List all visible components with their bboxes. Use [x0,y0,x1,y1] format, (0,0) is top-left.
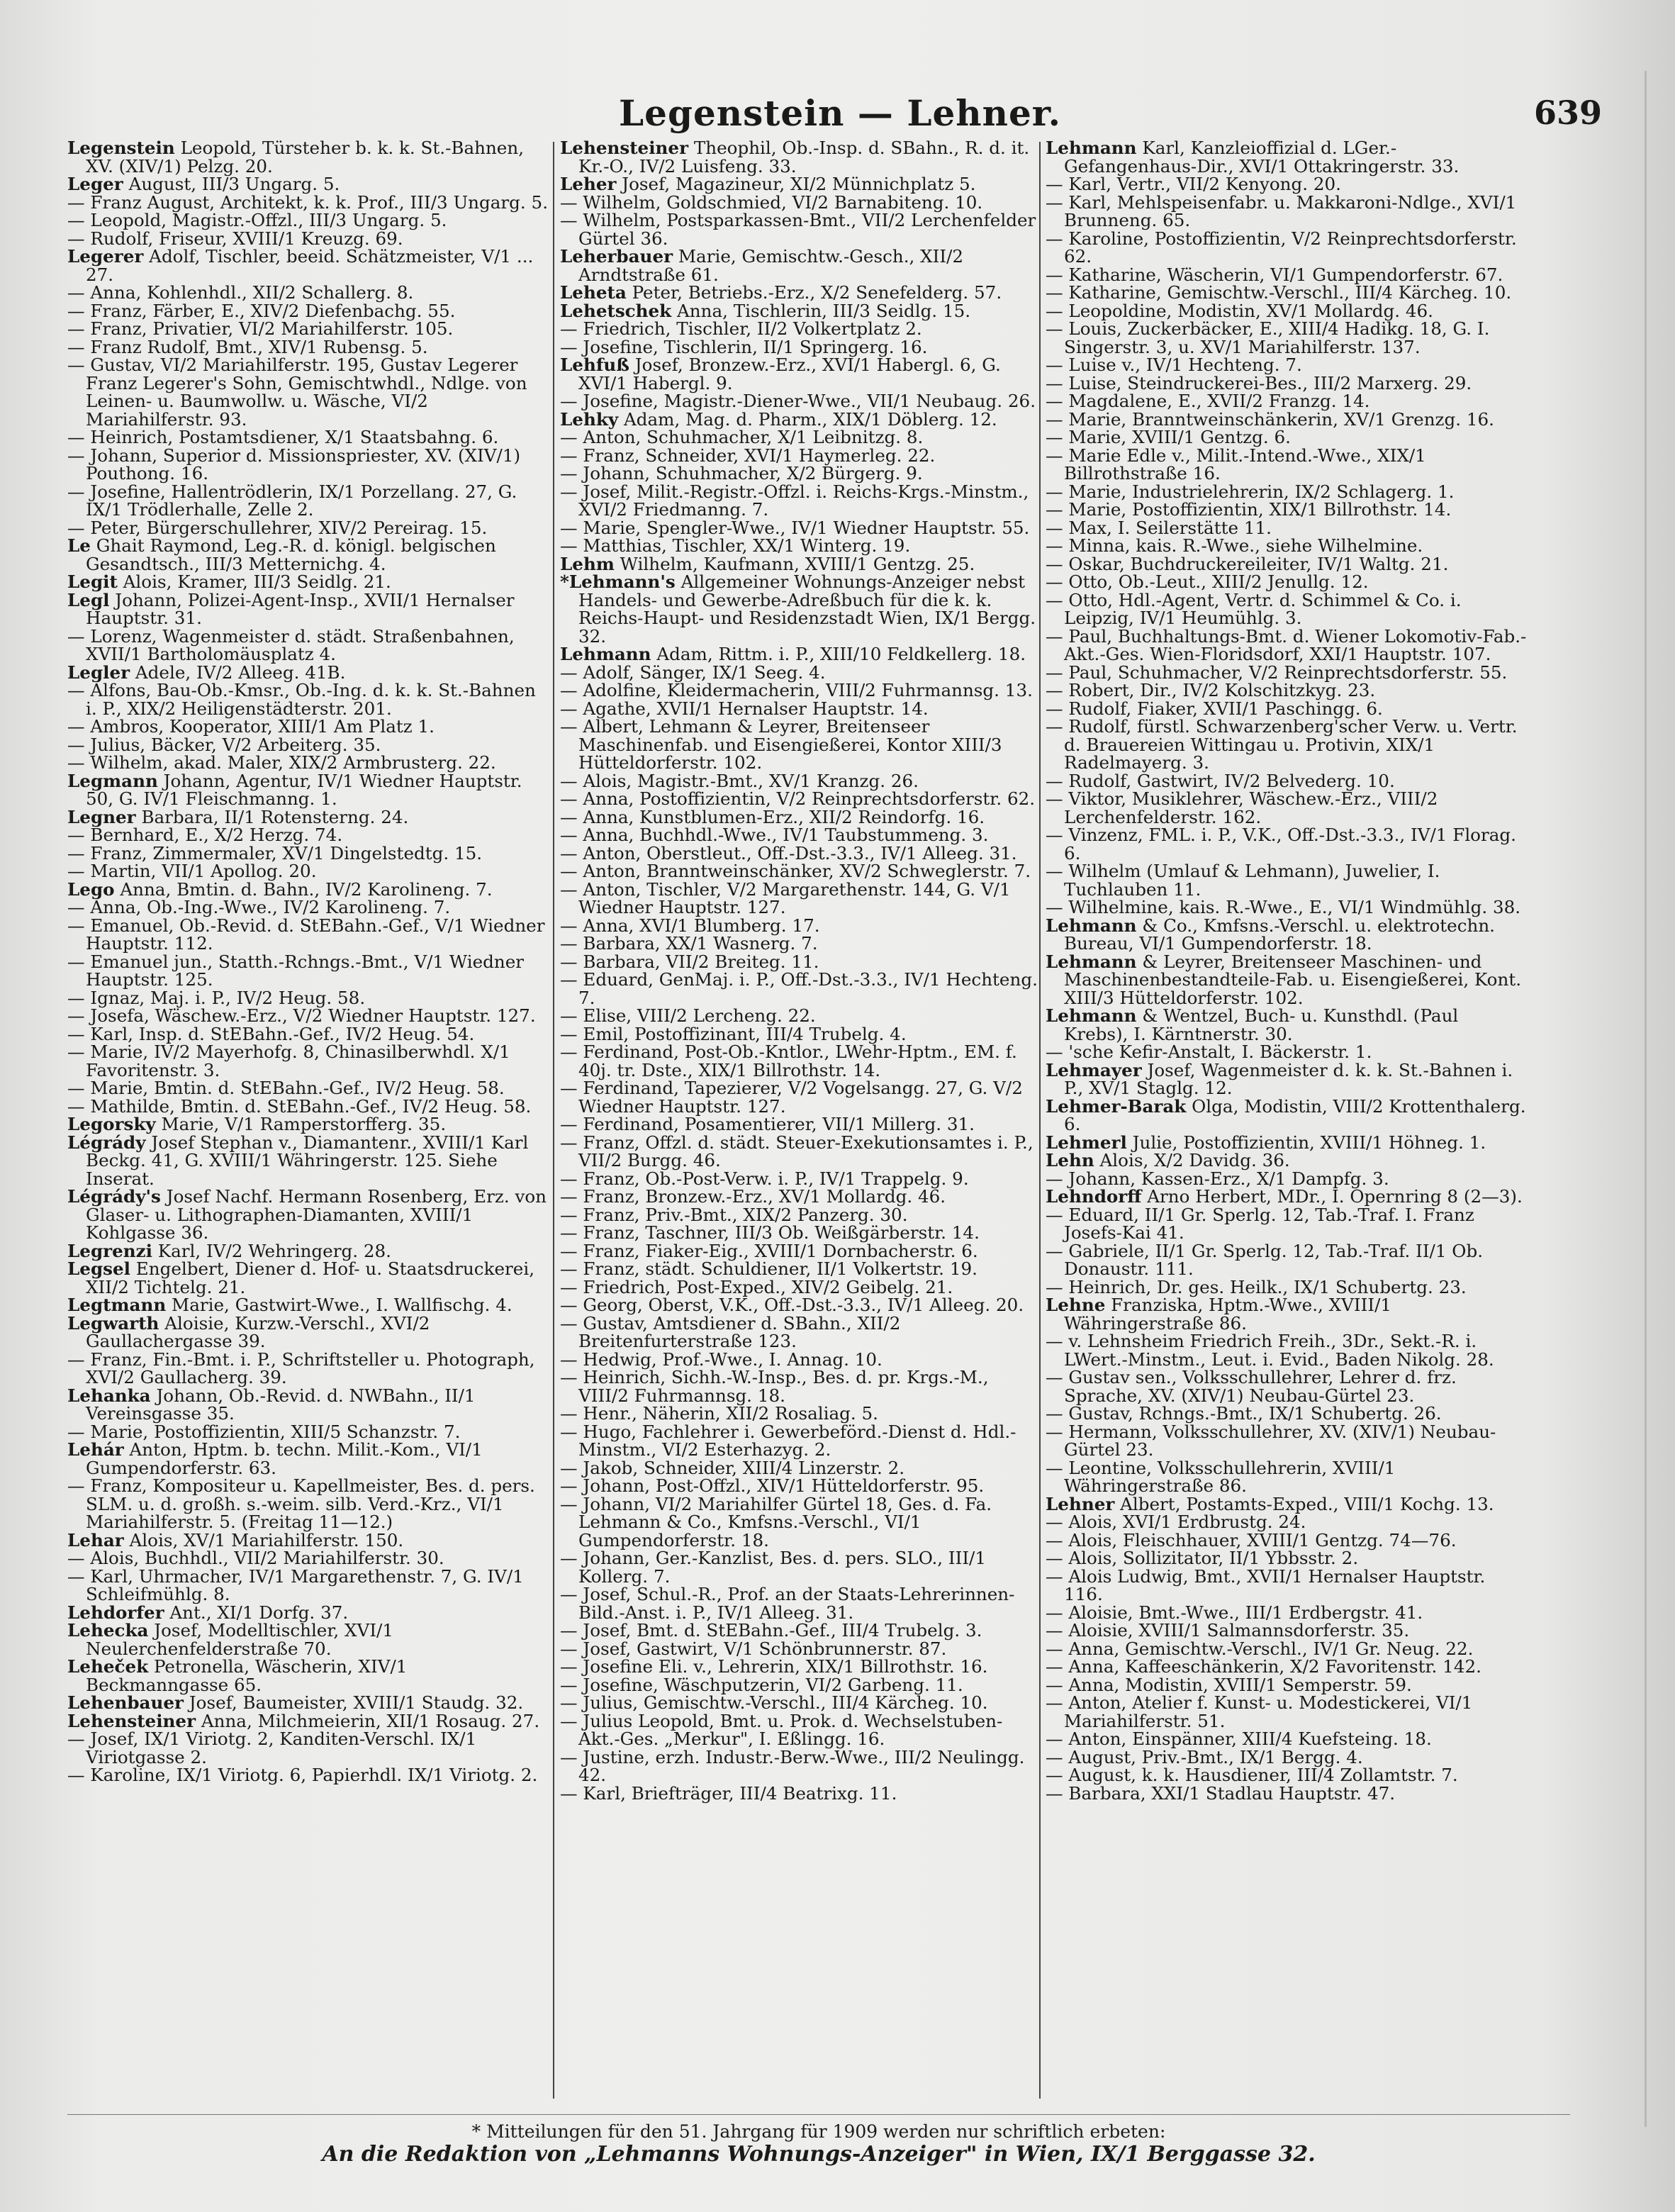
directory-entry: — Luise, Steindruckerei-Bes., III/2 Marxerg. 29. [1046,372,1472,393]
directory-entry: — Anton, Atelier f. Kunst- u. Modestickerei, VI/1 Mariahilferstr. 51. [1046,1692,1473,1731]
directory-entry: Legl Johann, Polizei-Agent-Insp., XVII/1 Hernalser Hauptstr. 31. [67,589,515,628]
directory-entry: Leger August, III/3 Ungarg. 5. [67,174,340,194]
directory-entry: — Aloisie, XVIII/1 Salmannsdorferstr. 35. [1046,1620,1410,1641]
directory-entry: — Viktor, Musiklehrer, Wäschew.-Erz., VIII/2 Lerchenfelderstr. 162. [1046,788,1438,827]
directory-entry: — Marie, Postoffizientin, XIX/1 Billrothstr. 14. [1046,499,1452,520]
directory-entry: — Wilhelm, Goldschmied, VI/2 Barnabiteng. 10. [560,191,983,213]
directory-entry: Legrenzi Karl, IV/2 Wehringerg. 28. [67,1240,391,1261]
directory-entry: — Emil, Postoffizinant, III/4 Trubelg. 4. [560,1023,907,1044]
directory-entry: — Karoline, IX/1 Viriotg. 6, Papierhdl. IX/1 Viriotg. 2. [67,1765,538,1785]
directory-entry: — Karl, Briefträger, III/4 Beatrixg. 11. [560,1782,897,1804]
directory-entry: — Emanuel, Ob.-Revid. d. StEBahn.-Gef., V/1 Wiedner Hauptstr. 112. [67,915,545,954]
directory-entry: — Karl, Mehlspeisenfabr. u. Makkaroni-Ndlge., XVI/1 Brunneng. 65. [1046,191,1517,230]
directory-entry: — Hedwig, Prof.-Wwe., I. Annag. 10. [560,1348,883,1370]
page-edge-shadow [1645,71,1647,2127]
footnote [67,2114,1570,2166]
directory-entry: — Wilhelm (Umlauf & Lehmann), Juwelier, I. Tuchlauben 11. [1046,861,1440,900]
directory-entry: — Anton, Branntweinschänker, XV/2 Schweglerstr. 7. [560,861,1031,881]
running-title: Legenstein — Lehner. [619,92,1061,134]
directory-entry: Lehanka Johann, Ob.-Revid. d. NWBahn., II/1 Vereinsgasse 35. [67,1385,476,1424]
directory-entry: Lehmann & Wentzel, Buch- u. Kunsthdl. (Paul Krebs), I. Kärntnerstr. 30. [1046,1005,1459,1044]
directory-entry: — Franz August, Architekt, k. k. Prof., III/3 Ungarg. 5. [67,191,549,213]
directory-entry: — Franz, Priv.-Bmt., XIX/2 Panzerg. 30. [560,1204,908,1225]
directory-entry: — Rudolf, Gastwirt, IV/2 Belvederg. 10. [1046,770,1395,791]
directory-entry: — Barbara, VII/2 Breiteg. 11. [560,951,819,972]
directory-entry: Legwarth Aloisie, Kurzw.-Verschl., XVI/2 Gaullachergasse 39. [67,1312,430,1351]
directory-entry: — Leontine, Volksschullehrerin, XVIII/1 Währingerstraße 86. [1046,1457,1396,1496]
directory-entry: — Henr., Näherin, XII/2 Rosaliag. 5. [560,1403,878,1424]
directory-entry: — Paul, Schuhmacher, V/2 Reinprechtsdorferstr. 55. [1046,661,1508,683]
directory-entry: — Franz, Schneider, XVI/1 Haymerleg. 22. [560,445,936,466]
directory-entry: — Barbara, XX/1 Wasnerg. 7. [560,933,818,954]
directory-entry: — Albert, Lehmann & Leyrer, Breitenseer Maschinenfab. und Eisengießerei, Kontor XIII/3 Hütteldorferstr. 102. [560,716,1002,773]
directory-entry: Lehár Anton, Hptm. b. techn. Milit.-Kom., VI/1 Gumpendorferstr. 63. [67,1439,483,1478]
directory-entry: — Alois, Buchhdl., VII/2 Mariahilferstr. 30. [67,1548,444,1568]
directory-entry: *Lehmann's Allgemeiner Wohnungs-Anzeiger nebst Handels- und Gewerbe-Adreßbuch für die k. k. Reichs-Haupt- und Residenzstadt Wien, IX/1 Bergg. 32. [560,571,1036,647]
directory-entry: — August, k. k. Hausdiener, III/4 Zollamtstr. 7. [1046,1765,1458,1785]
column-left [67,139,549,2110]
directory-entry: — Matthias, Tischler, XX/1 Winterg. 19. [560,535,911,556]
directory-entry: — Katharine, Gemischtw.-Verschl., III/4 Kärcheg. 10. [1046,282,1512,303]
directory-entry: Lehfuß Josef, Bronzew.-Erz., XVI/1 Habergl. 6, G. XVI/1 Habergl. 9. [560,354,1001,393]
directory-entry: — Franz, Bronzew.-Erz., XV/1 Mollardg. 46. [560,1186,946,1207]
directory-entry: — Karoline, Postoffizientin, V/2 Reinprechtsdorferstr. 62. [1046,228,1517,267]
directory-entry: — Anna, Postoffizientin, V/2 Reinprechtsdorferstr. 62. [560,788,1036,809]
directory-entry: — Magdalene, E., XVII/2 Franzg. 14. [1046,391,1370,411]
directory-entry: — Eduard, GenMaj. i. P., Off.-Dst.-3.3., IV/1 Hechteng. 7. [560,969,1038,1008]
directory-entry: — Anna, Kohlenhdl., XII/2 Schallerg. 8. [67,282,414,303]
directory-entry: — Johann, Schuhmacher, X/2 Bürgerg. 9. [560,463,923,484]
directory-entry: Lehmann Adam, Rittm. i. P., XIII/10 Feldkellerg. 18. [560,644,1026,664]
directory-entry: Lehmann & Leyrer, Breitenseer Maschinen- und Maschinenbestandteile-Fab. u. Eisengießerei, Kont. XIII/3 Hütteldorferstr. 102. [1046,951,1522,1008]
directory-entry: — Josefine Eli. v., Lehrerin, XIX/1 Billrothstr. 16. [560,1656,988,1677]
directory-entry: — 'sche Kefir-Anstalt, I. Bäckerstr. 1. [1046,1041,1372,1062]
directory-entry: — Franz, Fiaker-Eig., XVIII/1 Dornbacherstr. 6. [560,1240,978,1261]
directory-entry: — Katharine, Wäscherin, VI/1 Gumpendorferstr. 67. [1046,264,1503,285]
directory-entry: — Paul, Buchhaltungs-Bmt. d. Wiener Lokomotiv-Fab.-Akt.-Ges. Wien-Floridsdorf, XXI/1 Hauptstr. 107. [1046,625,1527,664]
directory-entry: — Josefine, Hallentrödlerin, IX/1 Porzellang. 27, G. IX/1 Trödlerhalle, Zelle 2. [67,481,517,520]
directory-entry: — Ferdinand, Post-Ob.-Kntlor., LWehr-Hptm., EM. f. 40j. tr. Dste., XIX/1 Billrothstr. 14. [560,1041,1017,1080]
directory-entry: — Josefine, Magistr.-Diener-Wwe., VII/1 Neubaug. 26. [560,391,1036,411]
directory-entry: — Franz, Taschner, III/3 Ob. Weißgärberstr. 14. [560,1222,980,1243]
directory-entry: Leheta Peter, Betriebs.-Erz., X/2 Senefelderg. 57. [560,282,1002,303]
directory-entry: — Franz, Kompositeur u. Kapellmeister, Bes. d. pers. SLM. u. d. großh. s.-weim. silb. Verd.-Krz., VI/1 Mariahilferstr. 5. (Freitag 11—12.) [67,1475,535,1532]
directory-entry: — Aloisie, Bmt.-Wwe., III/1 Erdbergstr. 41. [1046,1602,1423,1623]
directory-entry: — Karl, Uhrmacher, IV/1 Margarethenstr. 7, G. IV/1 Schleifmühlg. 8. [67,1565,524,1604]
directory-entry: Lehensteiner Anna, Milchmeierin, XII/1 Rosaug. 27. [67,1710,540,1731]
directory-entry: — Agathe, XVII/1 Hernalser Hauptstr. 14. [560,698,929,719]
column-divider [553,142,554,2099]
directory-entry: — Bernhard, E., X/2 Herzg. 74. [67,825,343,845]
directory-entry: Leheček Petronella, Wäscherin, XIV/1 Beckmanngasse 65. [67,1656,408,1695]
directory-entry: Leher Josef, Magazineur, XI/2 Münnichplatz 5. [560,174,976,194]
directory-entry: — Johann, Ger.-Kanzlist, Bes. d. pers. SLO., III/1 Kollerg. 7. [560,1548,986,1587]
directory-entry: — Oskar, Buchdruckereileiter, IV/1 Waltg. 21. [1046,553,1449,574]
directory-entry: Lehm Wilhelm, Kaufmann, XVIII/1 Gentzg. 25. [560,553,975,574]
directory-entry: Lehn Alois, X/2 Davidg. 36. [1046,1150,1290,1171]
page-header [50,92,1630,142]
directory-entry: — Josef, Bmt. d. StEBahn.-Gef., III/4 Trubelg. 3. [560,1620,982,1641]
directory-entry: — Alois, Magistr.-Bmt., XV/1 Kranzg. 26. [560,770,919,791]
directory-entry: — Franz Rudolf, Bmt., XIV/1 Rubensg. 5. [67,336,428,357]
directory-entry: — Anna, XVI/1 Blumberg. 17. [560,915,820,936]
directory-entry: — Josefa, Wäschew.-Erz., V/2 Wiedner Hauptstr. 127. [67,1005,536,1026]
directory-entry: — Friedrich, Tischler, II/2 Volkertplatz 2. [560,318,922,339]
directory-entry: — Justine, erzh. Industr.-Berw.-Wwe., III/2 Neulingg. 42. [560,1746,1025,1785]
directory-entry: — Otto, Ob.-Leut., XIII/2 Jenullg. 12. [1046,571,1369,592]
directory-entry: — Julius, Gemischtw.-Verschl., III/4 Kärcheg. 10. [560,1692,988,1713]
directory-entry: Lehmann Karl, Kanzleioffizial d. LGer.-Gefangenhaus-Dir., XVI/1 Ottakringerstr. 33. [1046,139,1460,177]
footnote-line-1: * Mitteilungen für den 51. Jahrgang für 1909 werden nur schriftlich erbeten: [471,2121,1166,2142]
directory-entry: Légrády Josef Stephan v., Diamantenr., XVIII/1 Karl Beckg. 41, G. XVIII/1 Währingerstr. 125. Siehe Inserat. [67,1132,529,1189]
directory-entry: — Josefine, Wäschputzerin, VI/2 Garbeng. 11. [560,1674,963,1695]
directory-entry: — Ferdinand, Posamentierer, VII/1 Millerg. 31. [560,1114,975,1134]
directory-entry: — Karl, Vertr., VII/2 Kenyong. 20. [1046,174,1341,194]
directory-entry: Lehecka Josef, Modelltischler, XVI/1 Neulerchenfelderstraße 70. [67,1620,393,1659]
directory-entry: — Ignaz, Maj. i. P., IV/2 Heug. 58. [67,987,366,1008]
directory-entry: — Vinzenz, FML. i. P., V.K., Off.-Dst.-3.3., IV/1 Florag. 6. [1046,825,1516,864]
directory-entry: — Ferdinand, Tapezierer, V/2 Vogelsangg. 27, G. V/2 Wiedner Hauptstr. 127. [560,1078,1023,1117]
directory-entry: — Barbara, XXI/1 Stadlau Hauptstr. 47. [1046,1782,1396,1804]
directory-entry: — Anna, Gemischtw.-Verschl., IV/1 Gr. Neug. 22. [1046,1638,1474,1659]
directory-entry: — Alfons, Bau-Ob.-Kmsr., Ob.-Ing. d. k. k. St.-Bahnen i. P., XIX/2 Heiligenstädterstr. 201. [67,680,536,719]
directory-entry: — Heinrich, Sichh.-W.-Insp., Bes. d. pr. Krgs.-M., VIII/2 Fuhrmannsg. 18. [560,1367,989,1406]
directory-entry: Legorsky Marie, V/1 Ramperstorfferg. 35. [67,1114,447,1134]
directory-entry: — Hermann, Volksschullehrer, XV. (XIV/1) Neubau-Gürtel 23. [1046,1421,1496,1460]
directory-entry: — Franz, Zimmermaler, XV/1 Dingelstedtg. 15. [67,842,483,864]
directory-entry: — Eduard, II/1 Gr. Sperlg. 12, Tab.-Traf. I. Franz Josefs-Kai 41. [1046,1204,1474,1243]
directory-entry: — Leopold, Magistr.-Offzl., III/3 Ungarg. 5. [67,210,447,230]
directory-entry: — Josef, Schul.-R., Prof. an der Staats-Lehrerinnen-Bild.-Anst. i. P., IV/1 Alleeg. 31. [560,1584,1015,1623]
directory-entry: — Franz, Färber, E., XIV/2 Diefenbachg. 55. [67,300,456,321]
directory-entry: — Anton, Oberstleut., Off.-Dst.-3.3., IV/1 Alleeg. 31. [560,842,1017,864]
directory-entry: — Franz, Offzl. d. städt. Steuer-Exekutionsamtes i. P., VII/2 Burgg. 46. [560,1132,1033,1171]
directory-entry: — Marie, Spengler-Wwe., IV/1 Wiedner Hauptstr. 55. [560,517,1030,538]
directory-entry: — Franz, städt. Schuldiener, II/1 Volkertstr. 19. [560,1258,977,1279]
directory-entry: — Wilhelm, Postsparkassen-Bmt., VII/2 Lerchenfelder Gürtel 36. [560,210,1036,249]
directory-entry: — Johann, Kassen-Erz., X/1 Dampfg. 3. [1046,1168,1389,1189]
directory-entry: Le Ghait Raymond, Leg.-R. d. königl. belgischen Gesandtsch., III/3 Metternichg. 4. [67,535,496,574]
directory-entry: — Marie, IV/2 Mayerhofg. 8, Chinasilberwhdl. X/1 Favoritenstr. 3. [67,1041,510,1080]
directory-entry: — Gustav, VI/2 Mariahilferstr. 195, Gustav Legerer Franz Legerer's Sohn, Gemischtwhdl., Ndlge. von Leinen- u. Baumwollw. u. Wäsche, VI/2 Mariahilferstr. 93. [67,354,527,430]
directory-entry: — Julius, Bäcker, V/2 Arbeiterg. 35. [67,734,381,755]
directory-entry: — Anton, Schuhmacher, X/1 Leibnitzg. 8. [560,427,924,447]
directory-entry: Lehensteiner Theophil, Ob.-Insp. d. SBahn., R. d. it. Kr.-O., IV/2 Luisfeng. 33. [560,139,1030,177]
directory-entry: — Lorenz, Wagenmeister d. städt. Straßenbahnen, XVII/1 Bartholomäusplatz 4. [67,625,515,664]
directory-entry: — Anton, Tischler, V/2 Margarethenstr. 144, G. V/1 Wiedner Hauptstr. 127. [560,878,1011,917]
directory-entry: — Alois, XVI/1 Erdbrustg. 24. [1046,1512,1306,1532]
directory-entry: — Johann, Superior d. Missionspriester, XV. (XIV/1) Pouthong. 16. [67,445,521,484]
directory-entry: Lehdorfer Ant., XI/1 Dorfg. 37. [67,1602,349,1623]
directory-entry: Legler Adele, IV/2 Alleeg. 41B. [67,661,346,683]
directory-entry: — August, Priv.-Bmt., IX/1 Bergg. 4. [1046,1746,1363,1767]
directory-entry: Leherbauer Marie, Gemischtw.-Gesch., XII/2 Arndtstraße 61. [560,246,964,285]
directory-entry: — Robert, Dir., IV/2 Kolschitzkyg. 23. [1046,680,1376,700]
directory-entry: — Marie, XVIII/1 Gentzg. 6. [1046,427,1291,447]
directory-entry: Lehar Alois, XV/1 Mariahilferstr. 150. [67,1529,404,1551]
directory-entry: Lehmer-Barak Olga, Modistin, VIII/2 Krottenthalerg. 6. [1046,1095,1526,1134]
column-divider [1039,142,1041,2099]
directory-entry: — Max, I. Seilerstätte 11. [1046,517,1272,538]
directory-entry: — Karl, Insp. d. StEBahn.-Gef., IV/2 Heug. 54. [67,1023,475,1044]
directory-entry: — Emanuel jun., Statth.-Rchngs.-Bmt., V/1 Wiedner Hauptstr. 125. [67,951,525,990]
directory-entry: — Josefine, Tischlerin, II/1 Springerg. 16. [560,336,928,357]
directory-entry: — Otto, Hdl.-Agent, Vertr. d. Schimmel & Co. i. Leipzig, IV/1 Heumühlg. 3. [1046,589,1462,628]
directory-entry: — v. Lehnsheim Friedrich Freih., 3Dr., Sekt.-R. i. LWert.-Minstm., Leut. i. Evid., Baden Nikolg. 28. [1046,1331,1494,1370]
directory-entry: — Adolfine, Kleidermacherin, VIII/2 Fuhrmannsg. 13. [560,680,1033,700]
directory-entry: — Georg, Oberst, V.K., Off.-Dst.-3.3., IV/1 Alleeg. 20. [560,1295,1024,1315]
directory-entry: Lehky Adam, Mag. d. Pharm., XIX/1 Döblerg. 12. [560,408,997,430]
column-middle [560,139,1042,2110]
directory-entry: — Marie, Branntweinschänkerin, XV/1 Grenzg. 16. [1046,408,1494,430]
directory-entry: — Heinrich, Dr. ges. Heilk., IX/1 Schubertg. 23. [1046,1276,1467,1297]
directory-entry: — Julius Leopold, Bmt. u. Prok. d. Wechselstuben-Akt.-Ges. „Merkur", I. Eßlingg. 16. [560,1710,1003,1749]
directory-entry: — Gabriele, II/1 Gr. Sperlg. 12, Tab.-Traf. II/1 Ob. Donaustr. 111. [1046,1240,1484,1279]
directory-entry: — Franz, Ob.-Post-Verw. i. P., IV/1 Trappelg. 9. [560,1168,969,1189]
directory-entry: — Rudolf, Friseur, XVIII/1 Kreuzg. 69. [67,228,403,249]
directory-entry: Lehmayer Josef, Wagenmeister d. k. k. St.-Bahnen i. P., XV/1 Staglg. 12. [1046,1059,1513,1098]
directory-entry: — Minna, kais. R.-Wwe., siehe Wilhelmine. [1046,535,1423,556]
directory-entry: Lehenbauer Josef, Baumeister, XVIII/1 Staudg. 32. [67,1692,524,1713]
column-right [1046,139,1528,2110]
directory-entry: — Jakob, Schneider, XIII/4 Linzerstr. 2. [560,1457,905,1478]
directory-entry: Lehmann & Co., Kmfsns.-Verschl. u. elektrotechn. Bureau, VI/1 Gumpendorferstr. 18. [1046,915,1495,954]
directory-entry: — Mathilde, Bmtin. d. StEBahn.-Gef., IV/2 Heug. 58. [67,1095,532,1117]
directory-entry: Lehetschek Anna, Tischlerin, III/3 Seidlg. 15. [560,300,971,321]
directory-entry: — Alois Ludwig, Bmt., XVII/1 Hernalser Hauptstr. 116. [1046,1565,1486,1604]
directory-entry: — Alois, Fleischhauer, XVIII/1 Gentzg. 74—76. [1046,1529,1457,1551]
directory-entry: — Wilhelm, akad. Maler, XIX/2 Armbrusterg. 22. [67,752,496,773]
directory-entry: — Anna, Ob.-Ing.-Wwe., IV/2 Karolineng. 7. [67,897,451,917]
directory-entry: — Josef, Gastwirt, V/1 Schönbrunnerstr. 87. [560,1638,947,1659]
directory-entry: — Martin, VII/1 Apollog. 20. [67,861,317,881]
directory-entry: Legner Barbara, II/1 Rotensterng. 24. [67,806,409,827]
directory-entry: — Gustav, Rchngs.-Bmt., IX/1 Schubertg. 26. [1046,1403,1442,1424]
directory-entry: — Louis, Zuckerbäcker, E., XIII/4 Hadikg. 18, G. I. Singerstr. 3, u. XV/1 Mariahilferstr. 137. [1046,318,1490,357]
directory-entry: — Wilhelmine, kais. R.-Wwe., E., VI/1 Windmühlg. 38. [1046,897,1521,917]
directory-entry: Legerer Adolf, Tischler, beeid. Schätzmeister, V/1 ... 27. [67,246,534,285]
directory-entry: — Hugo, Fachlehrer i. Gewerbeförd.-Dienst d. Hdl.-Minstm., VI/2 Esterhazyg. 2. [560,1421,1016,1460]
directory-entry: Legmann Johann, Agentur, IV/1 Wiedner Hauptstr. 50, G. IV/1 Fleischmanng. 1. [67,770,522,809]
directory-entry: — Marie Edle v., Milit.-Intend.-Wwe., XIX/1 Billrothstraße 16. [1046,445,1426,484]
directory-entry: — Josef, IX/1 Viriotg. 2, Kanditen-Verschl. IX/1 Viriotgasse 2. [67,1728,477,1767]
directory-entry: — Anton, Einspänner, XIII/4 Kuefsteing. 18. [1046,1728,1432,1749]
directory-entry: — Heinrich, Postamtsdiener, X/1 Staatsbahng. 6. [67,427,499,447]
directory-entry: — Marie, Bmtin. d. StEBahn.-Gef., IV/2 Heug. 58. [67,1078,505,1098]
directory-entry: — Rudolf, fürstl. Schwarzenberg'scher Verw. u. Vertr. d. Brauereien Wittingau u. Protivin, XIX/1 Radelmayerg. 3. [1046,716,1518,773]
directory-entry: — Anna, Kaffeeschänkerin, X/2 Favoritenstr. 142. [1046,1656,1481,1677]
directory-entry: Lehndorff Arno Herbert, MDr., I. Opernring 8 (2—3). [1046,1186,1523,1207]
directory-entry: Lehne Franziska, Hptm.-Wwe., XVIII/1 Währingerstraße 86. [1046,1295,1392,1334]
directory-entry: — Franz, Privatier, VI/2 Mariahilferstr. 105. [67,318,454,339]
directory-entry: — Franz, Fin.-Bmt. i. P., Schriftsteller u. Photograph, XVI/2 Gaullacherg. 39. [67,1348,535,1387]
directory-entry: — Elise, VIII/2 Lercheng. 22. [560,1005,816,1026]
directory-entry: — Adolf, Sänger, IX/1 Seeg. 4. [560,661,826,683]
directory-entry: Lego Anna, Bmtin. d. Bahn., IV/2 Karolineng. 7. [67,878,493,900]
directory-entry: — Gustav sen., Volksschullehrer, Lehrer d. frz. Sprache, XV. (XIV/1) Neubau-Gürtel 23. [1046,1367,1457,1406]
directory-entry: — Alois, Sollizitator, II/1 Ybbsstr. 2. [1046,1548,1359,1568]
directory-entry: Legit Alois, Kramer, III/3 Seidlg. 21. [67,571,391,592]
footnote-line-2: An die Redaktion von „Lehmanns Wohnungs-Anzeiger" in Wien, IX/1 Berggasse 32. [322,2142,1316,2167]
directory-entry: — Josef, Milit.-Registr.-Offzl. i. Reichs-Krgs.-Minstm., XVI/2 Friedmanng. 7. [560,481,1029,520]
directory-entry: — Ambros, Kooperator, XIII/1 Am Platz 1. [67,716,435,737]
directory-entry: — Gustav, Amtsdiener d. SBahn., XII/2 Breitenfurterstraße 123. [560,1312,901,1351]
directory-entry: — Leopoldine, Modistin, XV/1 Mollardg. 46. [1046,300,1433,321]
directory-entry: Legsel Engelbert, Diener d. Hof- u. Staatsdruckerei, XII/2 Tichtelg. 21. [67,1258,535,1297]
directory-entry: — Marie, Postoffizientin, XIII/5 Schanzstr. 7. [67,1421,461,1442]
page-number: 639 [1533,94,1602,132]
directory-entry: Légrády's Josef Nachf. Hermann Rosenberg, Erz. von Glaser- u. Lithographen-Diamanten, XVIII/1 Kohlgasse 36. [67,1186,547,1243]
directory-entry: — Marie, Industrielehrerin, IX/2 Schlagerg. 1. [1046,481,1455,502]
directory-entry: Lehmerl Julie, Postoffizientin, XVIII/1 Höhneg. 1. [1046,1132,1486,1153]
directory-entry: — Anna, Modistin, XVIII/1 Semperstr. 59. [1046,1674,1412,1695]
directory-entry: Legtmann Marie, Gastwirt-Wwe., I. Wallfischg. 4. [67,1295,512,1315]
directory-entry: — Johann, Post-Offzl., XIV/1 Hütteldorferstr. 95. [560,1475,985,1496]
directory-entry: — Johann, VI/2 Mariahilfer Gürtel 18, Ges. d. Fa. Lehmann & Co., Kmfsns.-Verschl., VI/1 Gumpendorferstr. 18. [560,1493,992,1551]
directory-entry: — Anna, Kunstblumen-Erz., XII/2 Reindorfg. 16. [560,806,985,827]
directory-entry: Lehner Albert, Postamts-Exped., VIII/1 Kochg. 13. [1046,1493,1494,1514]
directory-entry: — Anna, Buchhdl.-Wwe., IV/1 Taubstummeng. 3. [560,825,989,845]
directory-entry: Legenstein Leopold, Türsteher b. k. k. St.-Bahnen, XV. (XIV/1) Pelzg. 20. [67,139,525,177]
directory-entry: — Friedrich, Post-Exped., XIV/2 Geibelg. 21. [560,1276,953,1297]
directory-entry: — Luise v., IV/1 Hechteng. 7. [1046,354,1302,375]
directory-entry: — Rudolf, Fiaker, XVII/1 Paschingg. 6. [1046,698,1383,719]
directory-entry: — Peter, Bürgerschullehrer, XIV/2 Pereirag. 15. [67,517,488,538]
